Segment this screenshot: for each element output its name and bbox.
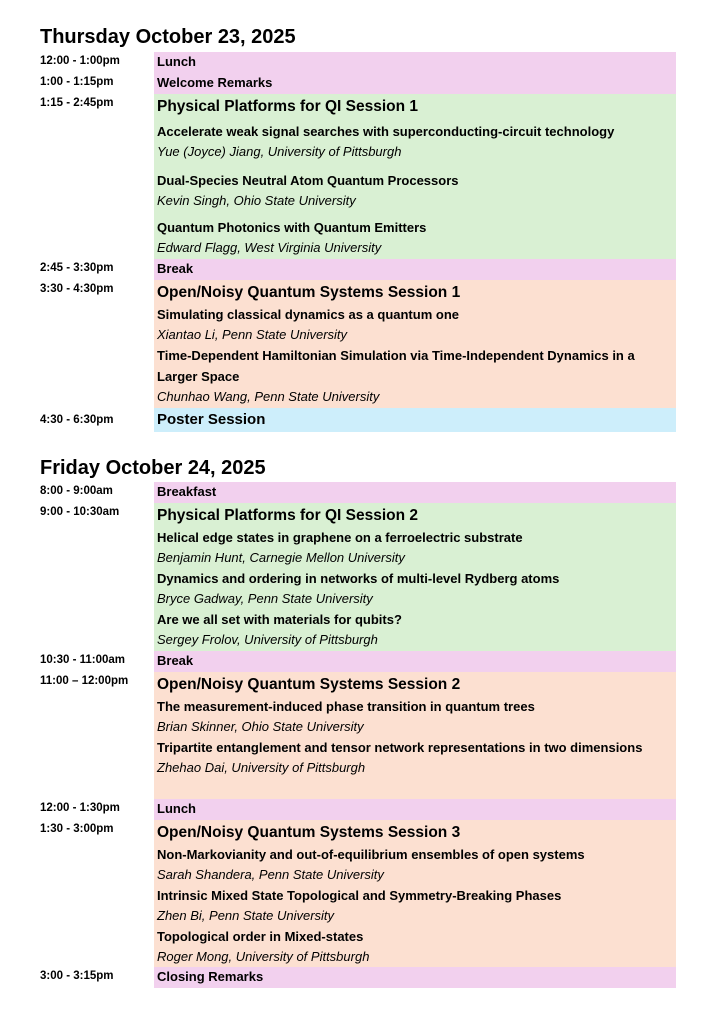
time-slot: 2:45 - 3:30pm [40, 262, 114, 274]
talk-title: Are we all set with materials for qubits? [157, 612, 402, 627]
time-slot: 3:30 - 4:30pm [40, 283, 114, 295]
event-cell [154, 408, 676, 432]
talk-title: Quantum Photonics with Quantum Emitters [157, 220, 427, 235]
talk [157, 568, 672, 609]
session-title: Open/Noisy Quantum Systems Session 2 [157, 676, 461, 693]
talk-title: Dynamics and ordering in networks of multi-level Rydberg atoms [157, 571, 560, 586]
talk-title: Dual-Species Neutral Atom Quantum Processors [157, 173, 459, 188]
talk [157, 926, 672, 967]
time-slot: 11:00 – 12:00pm [40, 675, 129, 687]
event-label: Closing Remarks [157, 969, 264, 984]
schedule-row [40, 820, 676, 967]
talk [157, 527, 672, 568]
talk [157, 304, 672, 345]
time-slot: 12:00 - 1:30pm [40, 802, 120, 814]
talk-title: Time-Dependent Hamiltonian Simulation via Time-Independent Dynamics in a Larger Space [157, 348, 635, 384]
talk [157, 609, 672, 650]
talk-speaker: Zhen Bi, Penn State University [157, 908, 335, 923]
talk-speaker: Zhehao Dai, University of Pittsburgh [157, 760, 366, 775]
talk-title: Simulating classical dynamics as a quantum one [157, 307, 459, 322]
talk [157, 844, 672, 885]
event-label: Break [157, 261, 194, 276]
schedule-row [40, 482, 676, 503]
talk [157, 217, 672, 258]
session-cell [154, 280, 676, 408]
session-title: Open/Noisy Quantum Systems Session 1 [157, 284, 461, 301]
event-label: Welcome Remarks [157, 75, 273, 90]
schedule-row [40, 799, 676, 820]
talk-speaker: Sarah Shandera, Penn State University [157, 867, 384, 882]
schedule-row [40, 503, 676, 651]
schedule-row [40, 967, 676, 988]
schedule-thursday [40, 52, 676, 432]
session-cell [154, 820, 676, 967]
event-cell [154, 52, 676, 73]
time-slot: 3:00 - 3:15pm [40, 970, 114, 982]
talk-title: Tripartite entanglement and tensor network representations in two dimensions [157, 740, 643, 755]
talk-title: Intrinsic Mixed State Topological and Symmetry-Breaking Phases [157, 888, 562, 903]
time-slot: 12:00 - 1:00pm [40, 55, 120, 67]
time-slot: 1:15 - 2:45pm [40, 97, 114, 109]
time-slot: 4:30 - 6:30pm [40, 414, 114, 426]
schedule-row [40, 259, 676, 280]
time-slot: 1:00 - 1:15pm [40, 76, 114, 88]
schedule-row [40, 73, 676, 94]
schedule-row [40, 672, 676, 799]
event-cell [154, 259, 676, 280]
talk-speaker: Roger Mong, University of Pittsburgh [157, 949, 370, 964]
event-cell [154, 482, 676, 503]
talk [157, 885, 672, 926]
talk-speaker: Sergey Frolov, University of Pittsburgh [157, 632, 378, 647]
time-slot: 9:00 - 10:30am [40, 506, 120, 518]
talk [157, 121, 672, 162]
talk-speaker: Benjamin Hunt, Carnegie Mellon University [157, 550, 405, 565]
talk [157, 737, 672, 778]
schedule-row [40, 408, 676, 432]
talk [157, 170, 672, 211]
event-cell [154, 799, 676, 820]
schedule-friday [40, 482, 676, 988]
talk [157, 696, 672, 737]
talk-title: Accelerate weak signal searches with superconducting-circuit technology [157, 124, 615, 139]
event-label: Break [157, 653, 194, 668]
talk-speaker: Xiantao Li, Penn State University [157, 327, 348, 342]
session-cell [154, 672, 676, 799]
talk-speaker: Brian Skinner, Ohio State University [157, 719, 364, 734]
event-label: Poster Session [157, 411, 266, 428]
talk-title: Topological order in Mixed-states [157, 929, 364, 944]
event-cell [154, 967, 676, 988]
time-slot: 1:30 - 3:00pm [40, 823, 114, 835]
session-title: Physical Platforms for QI Session 2 [157, 507, 419, 524]
event-label: Breakfast [157, 484, 217, 499]
event-cell [154, 651, 676, 672]
talk-speaker: Yue (Joyce) Jiang, University of Pittsburgh [157, 144, 402, 159]
event-label: Lunch [157, 54, 196, 69]
time-slot: 8:00 - 9:00am [40, 485, 113, 497]
schedule-row [40, 651, 676, 672]
session-cell [154, 94, 676, 259]
talk-title: Helical edge states in graphene on a ferroelectric substrate [157, 530, 523, 545]
talk [157, 345, 672, 407]
time-slot: 10:30 - 11:00am [40, 654, 126, 666]
session-cell [154, 503, 676, 651]
talk-speaker: Kevin Singh, Ohio State University [157, 193, 356, 208]
talk-speaker: Chunhao Wang, Penn State University [157, 389, 380, 404]
talk-speaker: Edward Flagg, West Virginia University [157, 240, 382, 255]
session-title: Physical Platforms for QI Session 1 [157, 98, 419, 115]
talk-speaker: Bryce Gadway, Penn State University [157, 591, 373, 606]
session-title: Open/Noisy Quantum Systems Session 3 [157, 824, 461, 841]
event-cell [154, 73, 676, 94]
talk-title: Non-Markovianity and out-of-equilibrium ensembles of open systems [157, 847, 585, 862]
schedule-row [40, 94, 676, 259]
schedule-row [40, 52, 676, 73]
day-title-friday: Friday October 24, 2025 [40, 457, 266, 479]
day-title-thursday: Thursday October 23, 2025 [40, 26, 296, 48]
schedule-row [40, 280, 676, 408]
event-label: Lunch [157, 801, 196, 816]
talk-title: The measurement-induced phase transition in quantum trees [157, 699, 535, 714]
